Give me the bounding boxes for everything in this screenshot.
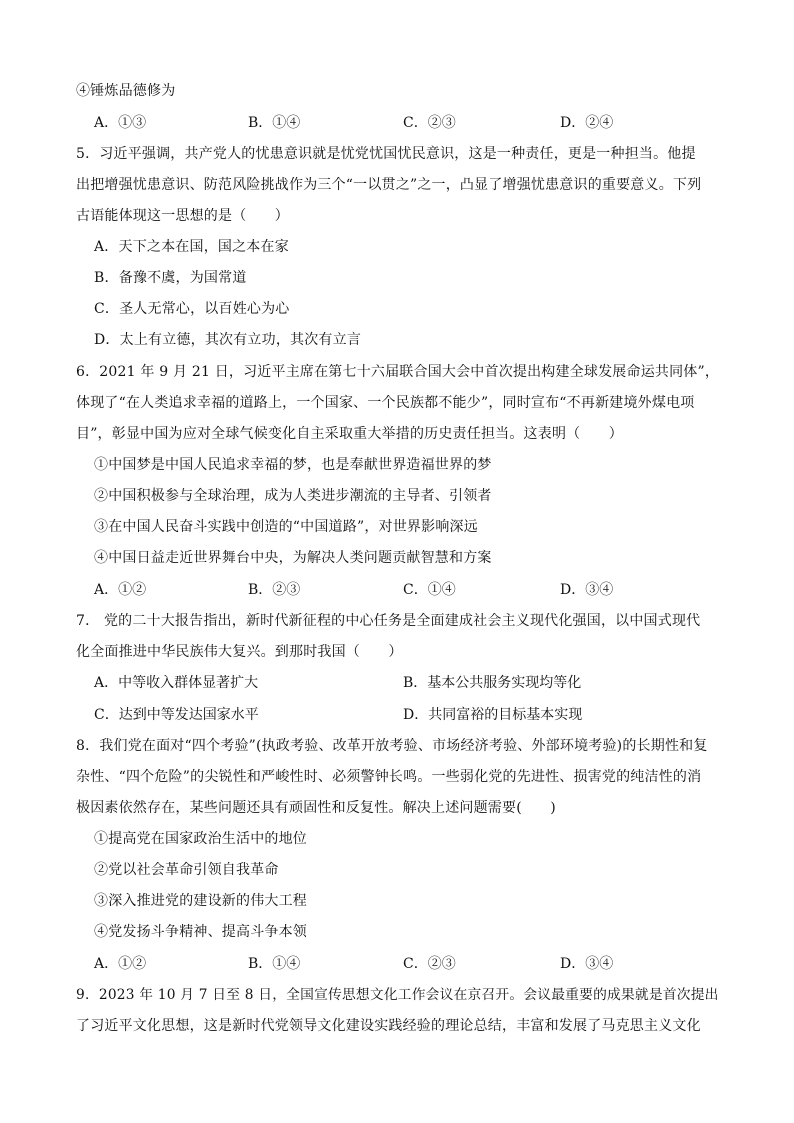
option-a: A．中等收入群体显著扩大 [94, 675, 259, 691]
option-b: B．②③ [248, 582, 301, 598]
q4-options [0, 113, 794, 133]
q8-stem-line-1: 8．我们党在面对“四个考验”(执政考验、改革开放考验、市场经济考验、外部环境考验)的长期性和复 [76, 738, 708, 754]
option-d: D．③④ [560, 956, 614, 972]
q5-option-b: B．备豫不虞，为国常道 [94, 270, 247, 286]
q8-options [0, 954, 794, 974]
option-b: B．①④ [248, 956, 301, 972]
option-a: A．①② [94, 956, 147, 972]
statement-4: ④锤炼品德修为 [76, 83, 176, 99]
q6-statement-2: ②中国积极参与全球治理，成为人类进步潮流的主导者、引领者 [94, 488, 492, 504]
q9-stem-line-2: 了习近平文化思想，这是新时代党领导文化建设实践经验的理论总结，丰富和发展了马克思主义文化 [76, 1018, 701, 1034]
option-c: C．①④ [403, 582, 456, 598]
q6-statement-1: ①中国梦是中国人民追求幸福的梦，也是奉献世界造福世界的梦 [94, 457, 492, 473]
option-b: B．基本公共服务实现均等化 [403, 675, 582, 691]
q8-statement-4: ④党发扬斗争精神、提高斗争本领 [94, 924, 307, 940]
q6-stem-line-3: 目”，彰显中国为应对全球气候变化自主采取重大举措的历史责任担当。这表明（ ） [76, 426, 623, 442]
option-d: D．③④ [560, 582, 614, 598]
q8-statement-1: ①提高党在国家政治生活中的地位 [94, 831, 307, 847]
q8-stem-line-3: 极因素依然存在，某些问题还具有顽固性和反复性。解决上述问题需要( ) [76, 800, 556, 816]
q5-option-a: A．天下之本在国，国之本在家 [94, 239, 289, 255]
q8-statement-3: ③深入推进党的建设新的伟大工程 [94, 893, 307, 909]
q8-stem-line-2: 杂性、“四个危险”的尖锐性和严峻性时、必须警钟长鸣。一些弱化党的先进性、损害党的纯洁性的消 [76, 769, 702, 785]
q5-option-c: C．圣人无常心，以百姓心为心 [94, 301, 290, 317]
q5-stem-line-2: 出把增强忧患意识、防范风险挑战作为三个“一以贯之”之一，凸显了增强忧患意识的重要意义。下列 [76, 177, 702, 193]
q5-option-d: D．太上有立德，其次有立功，其次有立言 [94, 332, 362, 348]
q7-stem-line-1: 7． 党的二十大报告指出，新时代新征程的中心任务是全面建成社会主义现代化强国，以中国式现代 [76, 613, 701, 629]
q5-stem-line-1: 5．习近平强调，共产党人的忧患意识就是忧党忧国忧民意识，这是一种责任，更是一种担当。他提 [76, 146, 696, 162]
option-d: D．共同富裕的目标基本实现 [403, 707, 583, 723]
option-a: A．①② [94, 582, 147, 598]
option-c: C．②③ [403, 115, 456, 131]
option-c: C．达到中等发达国家水平 [94, 707, 259, 723]
q6-options [0, 580, 794, 600]
q7-options-row-2 [0, 705, 794, 725]
option-a: A．①③ [94, 115, 147, 131]
q7-options-row-1 [0, 673, 794, 693]
q6-stem-line-1: 6．2021 年 9 月 21 日，习近平主席在第七十六届联合国大会中首次提出构建全球发展命运共同体”， [76, 364, 720, 380]
option-b: B．①④ [248, 115, 301, 131]
q6-statement-3: ③在中国人民奋斗实践中创造的“中国道路”，对世界影响深远 [94, 519, 478, 535]
q7-stem-line-2: 化全面推进中华民族伟大复兴。到那时我国（ ） [76, 644, 403, 660]
option-d: D．②④ [560, 115, 614, 131]
q9-stem-line-1: 9．2023 年 10 月 7 日至 8 日，全国宣传思想文化工作会议在京召开。会议最重要的成果就是首次提出 [76, 987, 719, 1003]
q6-statement-4: ④中国日益走近世界舞台中央，为解决人类问题贡献智慧和方案 [94, 550, 492, 566]
q6-stem-line-2: 体现了“在人类追求幸福的道路上，一个国家、一个民族都不能少”，同时宣布“不再新建境外煤电项 [76, 395, 695, 411]
q5-stem-line-3: 古语能体现这一思想的是（ ） [76, 208, 289, 224]
option-c: C．②③ [403, 956, 456, 972]
q8-statement-2: ②党以社会革命引领自我革命 [94, 862, 279, 878]
